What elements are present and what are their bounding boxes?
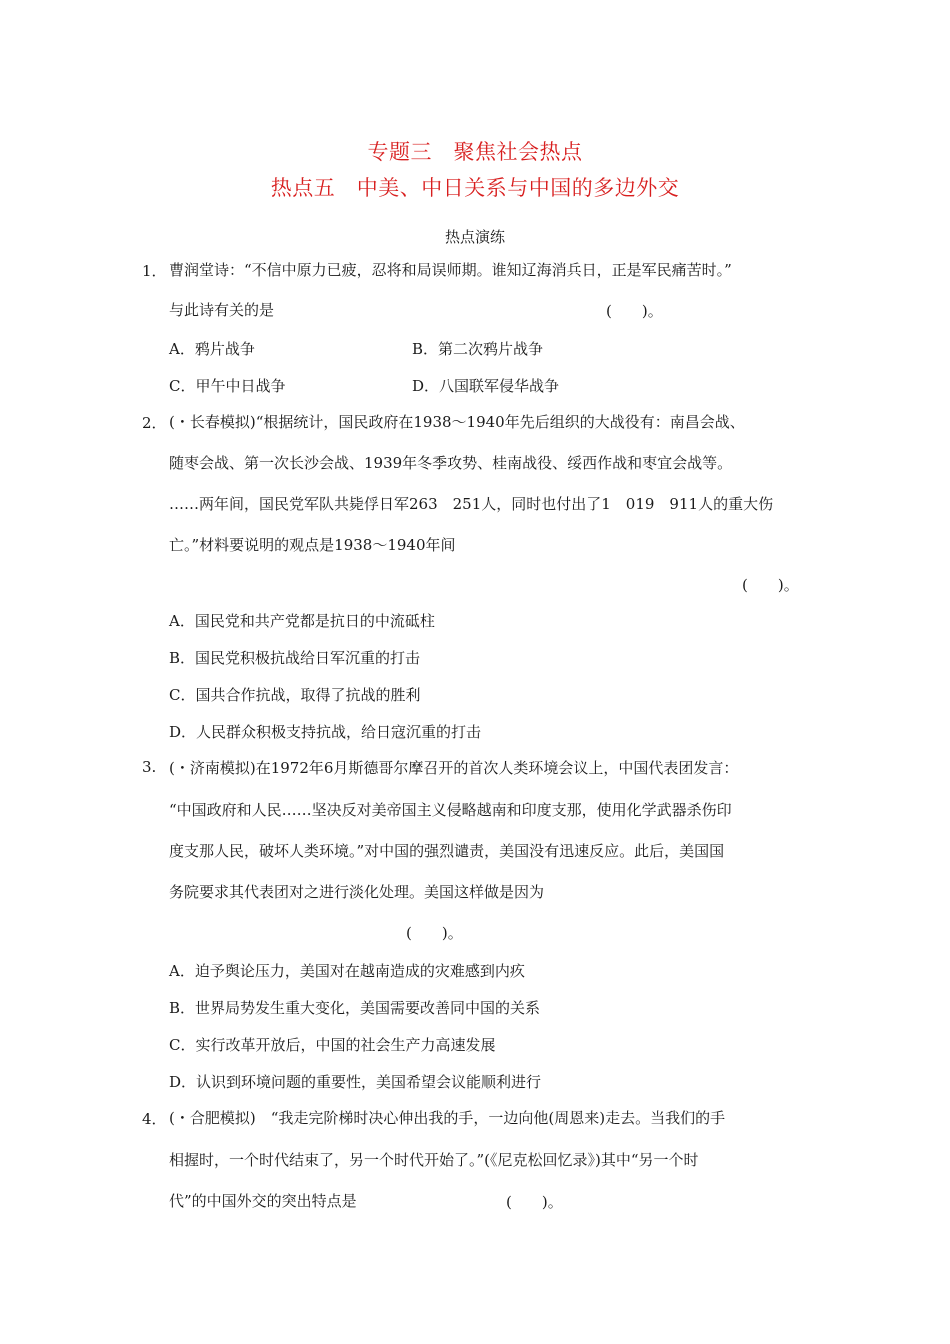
question-text-line: 代”的中国外交的突出特点是 bbox=[169, 1192, 357, 1210]
question-text-line: “中国政府和人民……坚决反对美帝国主义侵略越南和印度支那，使用化学武器杀伤印 bbox=[169, 801, 732, 819]
option-b: B．世界局势发生重大变化，美国需要改善同中国的关系 bbox=[169, 999, 541, 1017]
question-text-line: ……两年间，国民党军队共毙俘日军263 251人，同时也付出了1 019 911人的重大伤 bbox=[169, 495, 774, 513]
option-a: A．迫予舆论压力，美国对在越南造成的灾难感到内疚 bbox=[169, 962, 525, 980]
answer-bracket: ( )。 bbox=[742, 576, 799, 594]
option-c: C．实行改革开放后，中国的社会生产力高速发展 bbox=[169, 1036, 496, 1054]
option-d: D．人民群众积极支持抗战，给日寇沉重的打击 bbox=[169, 723, 482, 741]
question-text-line: 务院要求其代表团对之进行淡化处理。美国这样做是因为 bbox=[169, 883, 545, 901]
answer-bracket: ( )。 bbox=[506, 1193, 563, 1211]
section-heading: 热点演练 bbox=[444, 228, 505, 246]
page-subtitle: 热点五 中美、中日关系与中国的多边外交 bbox=[270, 176, 680, 200]
option-b: B．国民党积极抗战给日军沉重的打击 bbox=[169, 649, 421, 667]
question-text-line: (・济南模拟)在1972年6月斯德哥尔摩召开的首次人类环境会议上，中国代表团发言： bbox=[169, 759, 739, 777]
option-c: C．甲午中日战争 bbox=[169, 377, 286, 395]
option-a: A．国民党和共产党都是抗日的中流砥柱 bbox=[169, 612, 435, 630]
answer-bracket: ( )。 bbox=[406, 924, 463, 942]
answer-bracket: ( )。 bbox=[606, 302, 663, 320]
question-number: 2． bbox=[142, 414, 167, 432]
option-b: B．第二次鸦片战争 bbox=[412, 340, 544, 358]
question-text-line: 相握时，一个时代结束了，另一个时代开始了。”(《尼克松回忆录》)其中“另一个时 bbox=[169, 1151, 699, 1169]
question-text-line: 与此诗有关的是 bbox=[169, 301, 275, 319]
question-number: 4． bbox=[142, 1110, 167, 1128]
page-title: 专题三 聚焦社会热点 bbox=[367, 140, 583, 164]
option-d: D．八国联军侵华战争 bbox=[412, 377, 560, 395]
question-text-line: 曹润堂诗：“不信中原力已疲，忍将和局误师期。谁知辽海消兵日，正是军民痛苦时。” bbox=[169, 261, 732, 279]
question-text-line: 亡。”材料要说明的观点是1938～1940年间 bbox=[169, 536, 456, 554]
option-d: D．认识到环境问题的重要性，美国希望会议能顺利进行 bbox=[169, 1073, 542, 1091]
question-text-line: 随枣会战、第一次长沙会战、1939年冬季攻势、桂南战役、绥西作战和枣宜会战等。 bbox=[169, 454, 733, 472]
option-c: C．国共合作抗战，取得了抗战的胜利 bbox=[169, 686, 421, 704]
question-text-line: (・长春模拟)“根据统计，国民政府在1938～1940年先后组织的大战役有：南昌会战、 bbox=[169, 413, 745, 431]
question-text-line: (・合肥模拟) “我走完阶梯时决心伸出我的手，一边向他(周恩来)走去。当我们的手 bbox=[169, 1109, 726, 1127]
question-text-line: 度支那人民，破坏人类环境。”对中国的强烈谴责，美国没有迅速反应。此后，美国国 bbox=[169, 842, 725, 860]
question-number: 1． bbox=[142, 262, 167, 280]
option-a: A．鸦片战争 bbox=[169, 340, 255, 358]
question-number: 3. bbox=[142, 758, 157, 776]
